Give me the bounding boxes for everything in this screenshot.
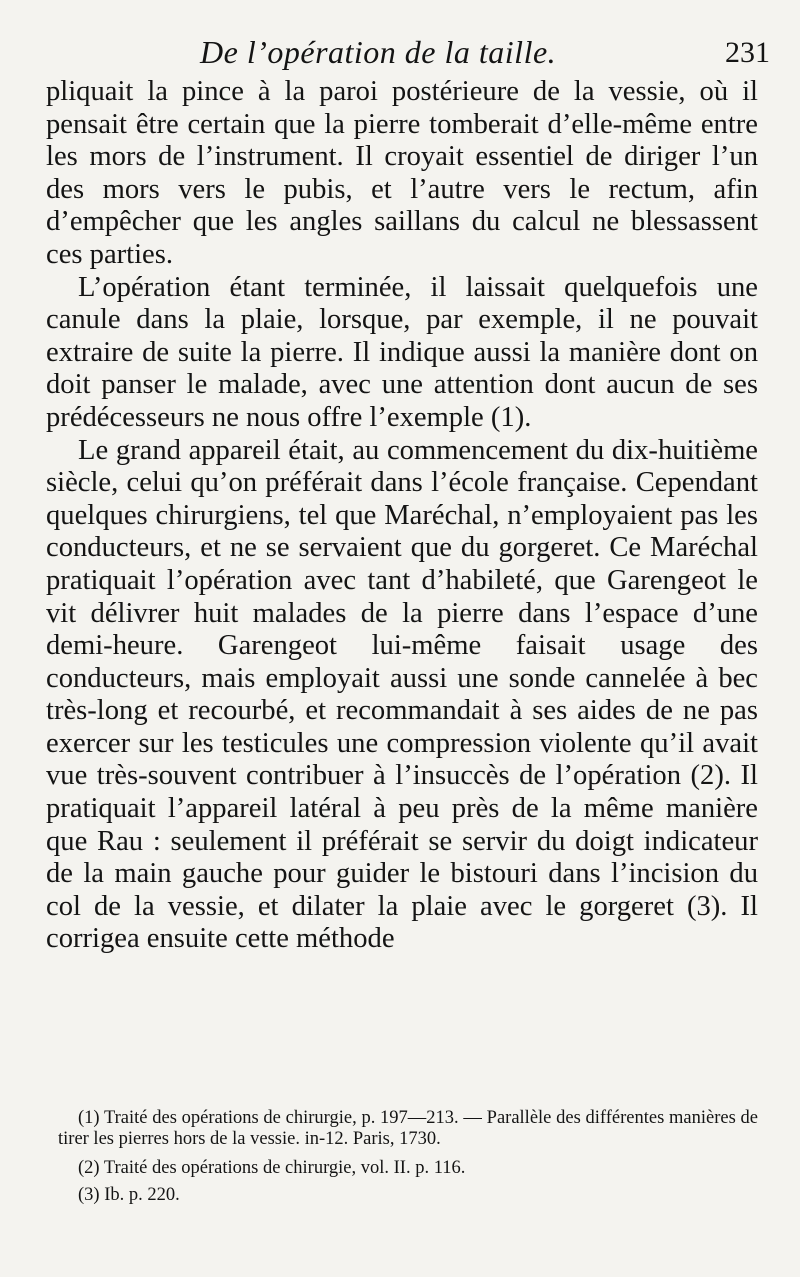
paragraph: pliquait la pince à la paroi postérieure de la vessie, où il pensait être certain que la pierre tomberait d’elle-même entre les mors de l’instrument. Il croyait essentiel de diriger l’un des mors vers le pubis, et l’autre vers le rectum, afin d’empêcher que les angles saillans du calcul ne blessassent ces parties.	[46, 76, 758, 270]
paragraph: L’opération étant terminée, il laissait quelquefois une canule dans la plaie, lorsque, par exemple, il ne pouvait extraire de suite la pierre. Il indique aussi la manière dont on doit panser le malade, avec une attention dont aucun de ses prédécesseurs ne nous offre l’exemple (1).	[46, 271, 758, 433]
footnote: (1) Traité des opérations de chirurgie, p. 197—213. — Parallèle des différentes manières de tirer les pierres hors de la vessie. in-12. Paris, 1730.	[58, 1108, 758, 1149]
footnote: (2) Traité des opérations de chirurgie, vol. II. p. 116.	[78, 1158, 466, 1178]
paragraph: Le grand appareil était, au commencement du dix-huitième siècle, celui qu’on préférait dans l’école française. Cependant quelques chirurgiens, tel que Maréchal, n’employaient pas les conducteurs, et ne se servaient que du gorgeret. Ce Maréchal pratiquait l’opération avec tant d’habileté, que Garengeot le vit délivrer huit malades de la pierre dans l’espace d’une demi-heure. Garengeot lui-même faisait usage des conducteurs, mais employait aussi une sonde cannelée à bec très-long et recourbé, et recommandait à ses aides de ne pas exercer sur les testicules une compression violente qu’il avait vue très-souvent contribuer à l’insuccès de l’opération (2). Il pratiquait l’appareil latéral à peu près de la même manière que Rau : seulement il préférait se servir du doigt indicateur de la main gauche pour guider le bistouri dans l’incision du col de la vessie, et dilater la plaie avec le gorgeret (3). Il corrigea ensuite cette méthode	[46, 434, 758, 955]
page-number: 231	[725, 36, 770, 69]
footnote: (3) Ib. p. 220.	[78, 1185, 180, 1205]
body-text	[46, 76, 758, 956]
footnotes	[58, 1108, 758, 1212]
running-title: De l’opération de la taille.	[200, 34, 557, 70]
page-header	[0, 34, 770, 80]
